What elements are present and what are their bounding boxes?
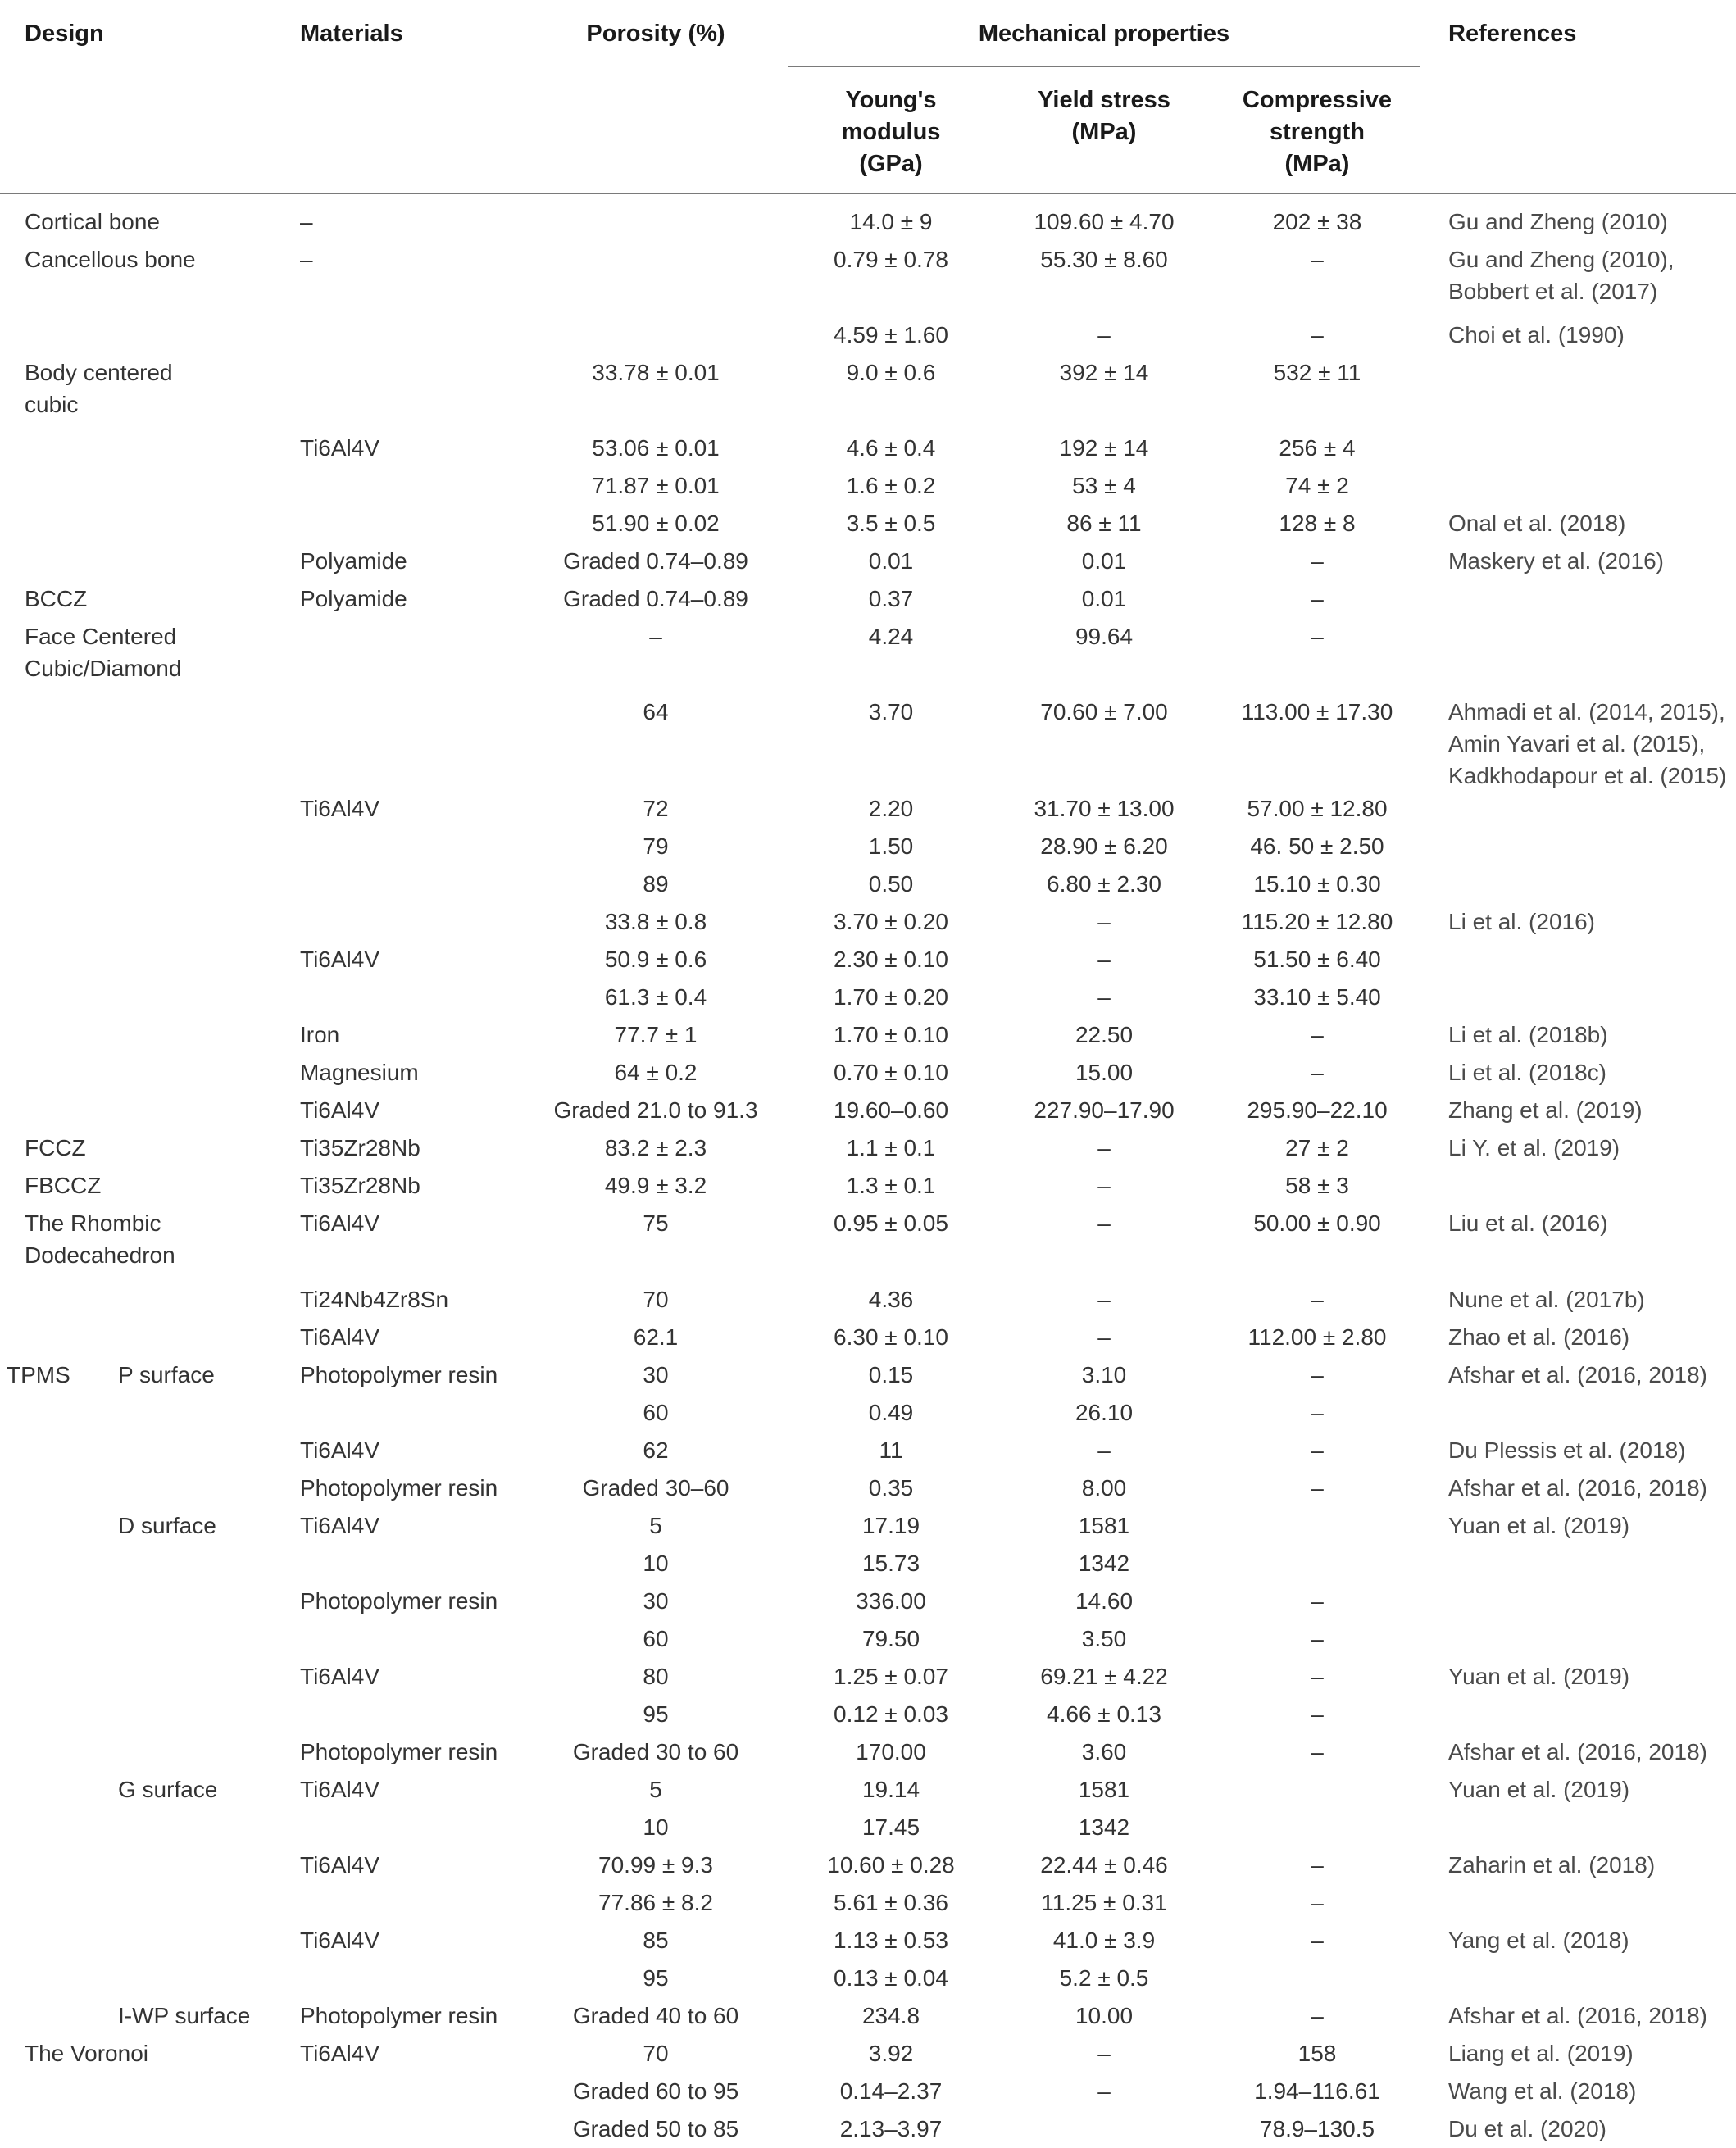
cell-yield-stress: 31.70 ± 13.00: [1034, 796, 1175, 821]
cell-compressive-strength: –: [1311, 1701, 1324, 1727]
cell-tpms-group: TPMS: [7, 1362, 70, 1387]
cell-yield-stress: 41.0 ± 3.9: [1052, 1928, 1156, 1953]
header-compressive-strength: [1215, 84, 1420, 180]
cell-porosity: 50.9 ± 0.6: [604, 947, 707, 972]
cell-yield-stress: 53 ± 4: [1072, 473, 1136, 498]
cell-youngs-modulus: 19.60–0.60: [833, 1097, 949, 1123]
cell-youngs-modulus: 4.24: [868, 624, 914, 649]
cell-porosity: Graded 50 to 85: [572, 2116, 739, 2141]
cell-reference: Afshar et al. (2016, 2018): [1448, 1475, 1707, 1501]
cell-yield-stress: –: [1097, 2041, 1111, 2066]
header-compressive-line-3: (MPa): [1284, 151, 1350, 177]
cell-yield-stress: 0.01: [1081, 586, 1127, 611]
cell-porosity: Graded 0.74–0.89: [563, 586, 748, 611]
cell-compressive-strength: 33.10 ± 5.40: [1253, 984, 1381, 1010]
header-design: Design: [25, 20, 104, 47]
cell-yield-stress: 1342: [1078, 1551, 1130, 1576]
cell-porosity: 62: [643, 1437, 669, 1463]
cell-compressive-strength: –: [1311, 624, 1324, 649]
cell-yield-stress: –: [1097, 984, 1111, 1010]
cell-youngs-modulus: 19.14: [861, 1777, 920, 1802]
cell-compressive-strength: –: [1311, 1022, 1324, 1047]
header-yield-line-2: (MPa): [1071, 119, 1137, 145]
cell-design: Cancellous bone: [25, 247, 196, 272]
cell-material: Ti35Zr28Nb: [300, 1173, 420, 1198]
cell-material: Ti6Al4V: [300, 947, 380, 972]
cell-yield-stress: –: [1097, 909, 1111, 934]
cell-youngs-modulus: 1.70 ± 0.20: [834, 984, 948, 1010]
cell-youngs-modulus: 1.50: [868, 833, 914, 859]
cell-porosity: Graded 0.74–0.89: [563, 548, 748, 574]
cell-reference: Yang et al. (2018): [1448, 1928, 1629, 1953]
cell-compressive-strength: –: [1311, 2003, 1324, 2028]
cell-porosity: 61.3 ± 0.4: [604, 984, 707, 1010]
cell-yield-stress: 26.10: [1075, 1400, 1134, 1425]
cell-compressive-strength: 112.00 ± 2.80: [1247, 1324, 1387, 1350]
cell-yield-stress: 10.00: [1075, 2003, 1134, 2028]
cell-porosity: 33.78 ± 0.01: [592, 360, 720, 385]
cell-reference: Gu and Zheng (2010), Bobbert et al. (2017): [1448, 247, 1675, 304]
table-header: [0, 0, 1736, 193]
cell-yield-stress: –: [1097, 1173, 1111, 1198]
cell-yield-stress: 227.90–17.90: [1034, 1097, 1175, 1123]
cell-porosity: 70: [643, 1287, 669, 1312]
cell-compressive-strength: 27 ± 2: [1285, 1135, 1349, 1160]
cell-material: –: [300, 209, 313, 234]
cell-material: Ti24Nb4Zr8Sn: [300, 1287, 449, 1312]
cell-reference: Afshar et al. (2016, 2018): [1448, 1739, 1707, 1764]
cell-yield-stress: 99.64: [1075, 624, 1134, 649]
cell-porosity: 89: [643, 871, 669, 897]
cell-youngs-modulus: 4.6 ± 0.4: [846, 435, 936, 461]
cell-porosity: 75: [643, 1210, 669, 1236]
cell-porosity: 70: [643, 2041, 669, 2066]
cell-yield-stress: 392 ± 14: [1059, 360, 1149, 385]
cell-reference: Wang et al. (2018): [1448, 2078, 1637, 2104]
cell-youngs-modulus: 79.50: [861, 1626, 920, 1651]
cell-compressive-strength: –: [1311, 586, 1324, 611]
cell-yield-stress: 3.60: [1081, 1739, 1127, 1764]
cell-compressive-strength: –: [1311, 1060, 1324, 1085]
cell-youngs-modulus: 14.0 ± 9: [849, 209, 933, 234]
cell-youngs-modulus: 3.70: [868, 699, 914, 724]
cell-porosity: Graded 21.0 to 91.3: [553, 1097, 758, 1123]
cell-yield-stress: –: [1097, 322, 1111, 347]
cell-youngs-modulus: 5.61 ± 0.36: [834, 1890, 948, 1915]
cell-youngs-modulus: 0.79 ± 0.78: [834, 247, 948, 272]
cell-porosity: 53.06 ± 0.01: [592, 435, 720, 461]
cell-reference: Yuan et al. (2019): [1448, 1664, 1630, 1689]
cell-youngs-modulus: 1.3 ± 0.1: [846, 1173, 936, 1198]
cell-compressive-strength: 128 ± 8: [1279, 511, 1356, 536]
cell-material: Photopolymer resin: [300, 1362, 498, 1387]
cell-compressive-strength: –: [1311, 247, 1324, 272]
cell-compressive-strength: 58 ± 3: [1285, 1173, 1349, 1198]
cell-porosity: Graded 40 to 60: [572, 2003, 739, 2028]
cell-material: Ti6Al4V: [300, 1513, 380, 1538]
cell-porosity: 95: [643, 1965, 669, 1991]
cell-porosity: 77.86 ± 8.2: [598, 1890, 713, 1915]
cell-youngs-modulus: 4.59 ± 1.60: [834, 322, 948, 347]
cell-compressive-strength: –: [1311, 548, 1324, 574]
cell-youngs-modulus: 0.13 ± 0.04: [834, 1965, 948, 1991]
cell-reference: Gu and Zheng (2010): [1448, 209, 1668, 234]
header-youngs-line-3: (GPa): [859, 151, 923, 177]
cell-porosity: 83.2 ± 2.3: [604, 1135, 707, 1160]
cell-yield-stress: 70.60 ± 7.00: [1040, 699, 1168, 724]
cell-porosity: 64 ± 0.2: [614, 1060, 698, 1085]
cell-compressive-strength: 15.10 ± 0.30: [1253, 871, 1381, 897]
cell-youngs-modulus: 9.0 ± 0.6: [846, 360, 936, 385]
cell-youngs-modulus: 336.00: [856, 1588, 926, 1614]
cell-porosity: Graded 30–60: [582, 1475, 729, 1501]
cell-yield-stress: 4.66 ± 0.13: [1047, 1701, 1161, 1727]
cell-tpms-surface: D surface: [118, 1513, 216, 1538]
cell-compressive-strength: 1.94–116.61: [1254, 2078, 1380, 2104]
cell-yield-stress: 11.25 ± 0.31: [1041, 1890, 1167, 1915]
cell-yield-stress: –: [1097, 1210, 1111, 1236]
cell-yield-stress: 15.00: [1075, 1060, 1134, 1085]
cell-youngs-modulus: 234.8: [861, 2003, 920, 2028]
cell-youngs-modulus: 1.13 ± 0.53: [834, 1928, 948, 1953]
cell-youngs-modulus: 3.5 ± 0.5: [846, 511, 936, 536]
cell-porosity: 77.7 ± 1: [614, 1022, 698, 1047]
cell-porosity: 64: [643, 699, 669, 724]
cell-porosity: 60: [643, 1400, 669, 1425]
cell-reference: Afshar et al. (2016, 2018): [1448, 1362, 1707, 1387]
cell-youngs-modulus: 1.70 ± 0.10: [834, 1022, 948, 1047]
cell-material: Photopolymer resin: [300, 2003, 498, 2028]
cell-reference: Yuan et al. (2019): [1448, 1777, 1630, 1802]
cell-compressive-strength: 78.9–130.5: [1259, 2116, 1375, 2141]
cell-yield-stress: 55.30 ± 8.60: [1040, 247, 1168, 272]
cell-design: BCCZ: [25, 586, 88, 611]
cell-yield-stress: 14.60: [1075, 1588, 1134, 1614]
cell-compressive-strength: –: [1311, 1400, 1324, 1425]
cell-yield-stress: 109.60 ± 4.70: [1034, 209, 1175, 234]
cell-yield-stress: 22.44 ± 0.46: [1040, 1852, 1168, 1878]
cell-compressive-strength: 113.00 ± 17.30: [1241, 699, 1393, 724]
cell-youngs-modulus: 3.70 ± 0.20: [834, 909, 948, 934]
cell-design: FBCCZ: [25, 1173, 102, 1198]
cell-youngs-modulus: 6.30 ± 0.10: [834, 1324, 948, 1350]
cell-porosity: 30: [643, 1362, 669, 1387]
cell-reference: Zhao et al. (2016): [1448, 1324, 1630, 1350]
cell-youngs-modulus: 2.20: [868, 796, 914, 821]
cell-youngs-modulus: 17.45: [861, 1814, 920, 1840]
cell-design: Body centered cubic: [25, 360, 173, 417]
cell-compressive-strength: –: [1311, 1928, 1324, 1953]
cell-youngs-modulus: 0.70 ± 0.10: [834, 1060, 948, 1085]
cell-compressive-strength: 202 ± 38: [1272, 209, 1362, 234]
cell-youngs-modulus: 10.60 ± 0.28: [827, 1852, 955, 1878]
cell-yield-stress: 1581: [1078, 1513, 1130, 1538]
cell-material: Ti6Al4V: [300, 1777, 380, 1802]
cell-porosity: 79: [643, 833, 669, 859]
cell-youngs-modulus: 3.92: [868, 2041, 914, 2066]
cell-compressive-strength: 51.50 ± 6.40: [1253, 947, 1381, 972]
cell-compressive-strength: 50.00 ± 0.90: [1253, 1210, 1381, 1236]
cell-youngs-modulus: 2.13–3.97: [839, 2116, 943, 2141]
cell-yield-stress: 3.50: [1081, 1626, 1127, 1651]
cell-porosity: 80: [643, 1664, 669, 1689]
cell-reference: Li et al. (2018c): [1448, 1060, 1606, 1085]
cell-porosity: Graded 60 to 95: [572, 2078, 739, 2104]
cell-youngs-modulus: 11: [879, 1437, 903, 1463]
cell-reference: Du et al. (2020): [1448, 2116, 1606, 2141]
cell-material: Ti6Al4V: [300, 796, 380, 821]
cell-material: Ti35Zr28Nb: [300, 1135, 420, 1160]
cell-yield-stress: –: [1097, 947, 1111, 972]
cell-compressive-strength: 532 ± 11: [1273, 360, 1361, 385]
cell-compressive-strength: 46. 50 ± 2.50: [1250, 833, 1384, 859]
header-compressive-line-1: Compressive: [1242, 87, 1393, 113]
cell-compressive-strength: 256 ± 4: [1279, 435, 1356, 461]
cell-porosity: 62.1: [633, 1324, 679, 1350]
cell-compressive-strength: –: [1311, 1437, 1324, 1463]
cell-yield-stress: –: [1097, 1287, 1111, 1312]
cell-material: Ti6Al4V: [300, 1210, 380, 1236]
cell-material: Ti6Al4V: [300, 2041, 380, 2066]
cell-youngs-modulus: 4.36: [868, 1287, 914, 1312]
cell-reference: Li et al. (2018b): [1448, 1022, 1608, 1047]
cell-youngs-modulus: 0.49: [868, 1400, 914, 1425]
cell-porosity: 85: [643, 1928, 669, 1953]
cell-porosity: –: [649, 624, 662, 649]
cell-tpms-surface: P surface: [118, 1362, 215, 1387]
mechanical-rule: [788, 66, 1420, 67]
cell-porosity: 5: [649, 1513, 662, 1538]
cell-compressive-strength: –: [1311, 1890, 1324, 1915]
cell-youngs-modulus: 0.12 ± 0.03: [834, 1701, 948, 1727]
cell-material: Ti6Al4V: [300, 1324, 380, 1350]
cell-compressive-strength: 57.00 ± 12.80: [1247, 796, 1388, 821]
header-yield-line-1: Yield stress: [1038, 87, 1170, 113]
cell-material: Ti6Al4V: [300, 1664, 380, 1689]
header-porosity: Porosity (%): [586, 20, 725, 47]
cell-yield-stress: 22.50: [1075, 1022, 1134, 1047]
cell-material: Polyamide: [300, 548, 407, 574]
header-yield-stress: [993, 84, 1215, 148]
cell-design: The Voronoi: [25, 2041, 148, 2066]
cell-youngs-modulus: 0.50: [868, 871, 914, 897]
cell-compressive-strength: 115.20 ± 12.80: [1241, 909, 1393, 934]
cell-material: Ti6Al4V: [300, 1097, 380, 1123]
header-mechanical-properties: Mechanical properties: [978, 20, 1230, 47]
cell-material: Photopolymer resin: [300, 1588, 498, 1614]
cell-youngs-modulus: 0.95 ± 0.05: [834, 1210, 948, 1236]
cell-reference: Afshar et al. (2016, 2018): [1448, 2003, 1707, 2028]
cell-porosity: 60: [643, 1626, 669, 1651]
cell-youngs-modulus: 0.37: [868, 586, 914, 611]
cell-yield-stress: –: [1097, 1135, 1111, 1160]
cell-yield-stress: 1342: [1078, 1814, 1130, 1840]
cell-reference: Liang et al. (2019): [1448, 2041, 1634, 2066]
cell-porosity: Graded 30 to 60: [572, 1739, 739, 1764]
cell-yield-stress: 28.90 ± 6.20: [1040, 833, 1168, 859]
cell-reference: Ahmadi et al. (2014, 2015), Amin Yavari et al. (2015), Kadkhodapour et al. (2015): [1448, 699, 1727, 788]
header-youngs-line-2: modulus: [841, 119, 941, 145]
cell-reference: Li et al. (2016): [1448, 909, 1595, 934]
cell-youngs-modulus: 0.15: [868, 1362, 914, 1387]
cell-tpms-surface: G surface: [118, 1777, 218, 1802]
cell-reference: Liu et al. (2016): [1448, 1210, 1608, 1236]
cell-porosity: 5: [649, 1777, 662, 1802]
cell-yield-stress: 86 ± 11: [1066, 511, 1142, 536]
cell-reference: Zaharin et al. (2018): [1448, 1852, 1656, 1878]
cell-compressive-strength: –: [1311, 322, 1324, 347]
cell-reference: Maskery et al. (2016): [1448, 548, 1664, 574]
cell-reference: Zhang et al. (2019): [1448, 1097, 1643, 1123]
cell-compressive-strength: 158: [1297, 2041, 1337, 2066]
header-bottom-rule: [0, 193, 1736, 194]
cell-porosity: 30: [643, 1588, 669, 1614]
cell-compressive-strength: –: [1311, 1588, 1324, 1614]
header-youngs-line-1: Young's: [845, 87, 937, 113]
cell-design: The Rhombic Dodecahedron: [25, 1210, 175, 1268]
cell-youngs-modulus: 1.1 ± 0.1: [846, 1135, 936, 1160]
cell-youngs-modulus: 1.6 ± 0.2: [846, 473, 936, 498]
header-youngs-modulus: [788, 84, 993, 180]
cell-youngs-modulus: 0.14–2.37: [839, 2078, 943, 2104]
cell-porosity: 10: [643, 1551, 669, 1576]
cell-youngs-modulus: 17.19: [861, 1513, 920, 1538]
cell-material: Magnesium: [300, 1060, 419, 1085]
cell-porosity: 33.8 ± 0.8: [604, 909, 707, 934]
cell-compressive-strength: –: [1311, 1626, 1324, 1651]
header-materials: Materials: [300, 20, 403, 47]
cell-design: Cortical bone: [25, 209, 160, 234]
cell-material: Iron: [300, 1022, 340, 1047]
cell-youngs-modulus: 2.30 ± 0.10: [834, 947, 948, 972]
cell-yield-stress: 192 ± 14: [1059, 435, 1149, 461]
cell-design: FCCZ: [25, 1135, 86, 1160]
cell-yield-stress: 69.21 ± 4.22: [1040, 1664, 1168, 1689]
cell-tpms-surface: I-WP surface: [118, 2003, 251, 2028]
cell-yield-stress: 8.00: [1081, 1475, 1127, 1501]
cell-yield-stress: 1581: [1078, 1777, 1130, 1802]
cell-yield-stress: 0.01: [1081, 548, 1127, 574]
cell-reference: Li Y. et al. (2019): [1448, 1135, 1620, 1160]
cell-material: Ti6Al4V: [300, 1852, 380, 1878]
cell-yield-stress: 5.2 ± 0.5: [1059, 1965, 1149, 1991]
cell-porosity: 95: [643, 1701, 669, 1727]
cell-design: Face Centered Cubic/Diamond: [25, 624, 182, 681]
cell-reference: Du Plessis et al. (2018): [1448, 1437, 1686, 1463]
cell-yield-stress: –: [1097, 1324, 1111, 1350]
cell-compressive-strength: –: [1311, 1852, 1324, 1878]
cell-reference: Yuan et al. (2019): [1448, 1513, 1630, 1538]
header-compressive-line-2: strength: [1270, 119, 1365, 145]
cell-youngs-modulus: 0.01: [868, 548, 914, 574]
cell-yield-stress: –: [1097, 1437, 1111, 1463]
cell-yield-stress: –: [1097, 2078, 1111, 2104]
cell-material: Polyamide: [300, 586, 407, 611]
cell-porosity: 71.87 ± 0.01: [592, 473, 720, 498]
cell-youngs-modulus: 0.35: [868, 1475, 914, 1501]
cell-material: –: [300, 247, 313, 272]
cell-compressive-strength: –: [1311, 1287, 1324, 1312]
cell-reference: Choi et al. (1990): [1448, 322, 1625, 347]
cell-compressive-strength: 295.90–22.10: [1247, 1097, 1388, 1123]
cell-material: Ti6Al4V: [300, 1928, 380, 1953]
cell-material: Photopolymer resin: [300, 1739, 498, 1764]
cell-porosity: 49.9 ± 3.2: [604, 1173, 707, 1198]
cell-porosity: 10: [643, 1814, 669, 1840]
cell-yield-stress: 3.10: [1081, 1362, 1127, 1387]
cell-youngs-modulus: 15.73: [861, 1551, 920, 1576]
cell-youngs-modulus: 1.25 ± 0.07: [834, 1664, 948, 1689]
cell-compressive-strength: –: [1311, 1739, 1324, 1764]
header-references: References: [1448, 20, 1577, 47]
cell-porosity: 51.90 ± 0.02: [592, 511, 720, 536]
cell-compressive-strength: 74 ± 2: [1285, 473, 1349, 498]
cell-compressive-strength: –: [1311, 1362, 1324, 1387]
cell-youngs-modulus: 170.00: [856, 1739, 926, 1764]
cell-porosity: 70.99 ± 9.3: [598, 1852, 713, 1878]
cell-porosity: 72: [643, 796, 669, 821]
cell-material: Ti6Al4V: [300, 1437, 380, 1463]
cell-reference: Onal et al. (2018): [1448, 511, 1626, 536]
cell-compressive-strength: –: [1311, 1664, 1324, 1689]
cell-compressive-strength: –: [1311, 1475, 1324, 1501]
cell-material: Ti6Al4V: [300, 435, 380, 461]
cell-yield-stress: 6.80 ± 2.30: [1047, 871, 1161, 897]
cell-reference: Nune et al. (2017b): [1448, 1287, 1645, 1312]
cell-material: Photopolymer resin: [300, 1475, 498, 1501]
